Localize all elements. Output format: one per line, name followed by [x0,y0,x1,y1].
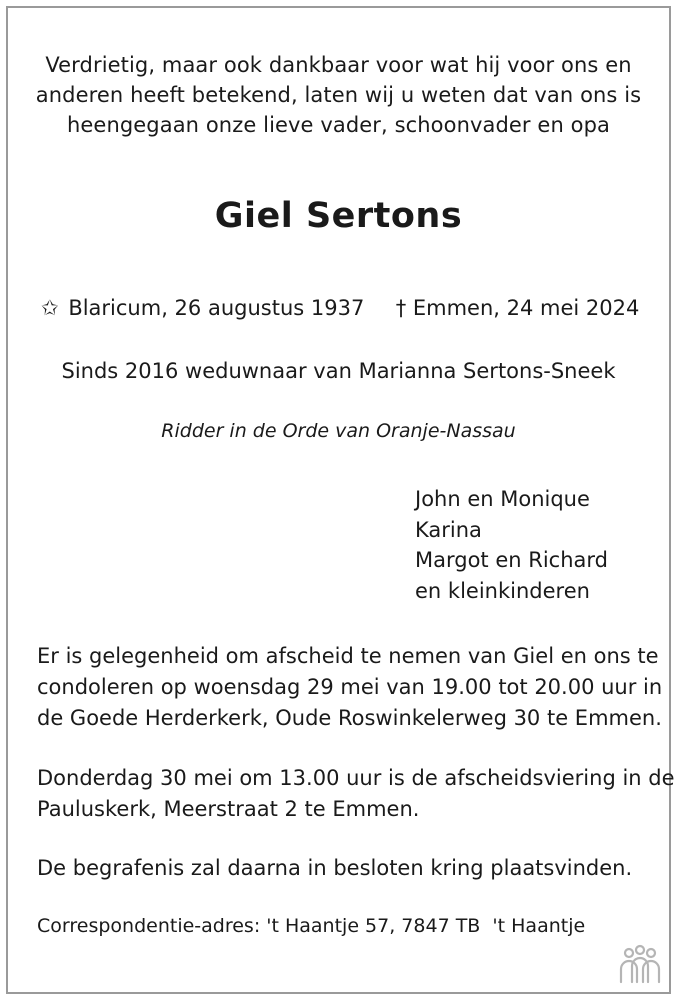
death-info: Emmen, 24 mei 2024 [412,296,640,320]
condolence-paragraph [37,641,662,734]
family-list [415,484,608,606]
paragraph-line: de Goede Herderkerk, Oude Roswinkelerweg 30 te Emmen. [37,706,662,730]
honor-note: Ridder in de Orde van Oranje-Nassau [161,420,516,442]
correspondence-address: Correspondentie-adres: 't Haantje 57, 7847 TB 't Haantje [37,915,586,937]
intro-text [0,50,677,140]
service-paragraph [37,763,675,825]
people-group-icon [618,944,662,986]
intro-line: anderen heeft betekend, laten wij u weten dat van ons is [35,83,642,107]
birth-info: Blaricum, 26 augustus 1937 [68,296,365,320]
family-member: en kleinkinderen [415,578,590,603]
widow-note: Sinds 2016 weduwnaar van Marianna Sertons-Sneek [61,359,616,383]
paragraph-line: Pauluskerk, Meerstraat 2 te Emmen. [37,797,420,821]
family-member: Karina [415,517,482,542]
burial-paragraph: De begrafenis zal daarna in besloten kring plaatsvinden. [37,856,633,880]
intro-line: Verdrietig, maar ook dankbaar voor wat hij voor ons en [45,53,632,77]
family-member: John en Monique [415,487,590,511]
paragraph-line: Er is gelegenheid om afscheid te nemen van Giel en ons te [37,644,659,668]
paragraph-line: condoleren op woensdag 29 mei van 19.00 tot 20.00 uur in [37,675,663,699]
deceased-name: Giel Sertons [214,196,463,236]
life-dates [0,296,677,320]
family-member: Margot en Richard [415,548,608,572]
paragraph-line: Donderdag 30 mei om 13.00 uur is de afscheidsviering in de [37,766,675,790]
intro-line: heengegaan onze lieve vader, schoonvader en opa [67,113,610,137]
cross-icon: † [395,296,407,320]
star-icon: ✩ [40,296,59,320]
